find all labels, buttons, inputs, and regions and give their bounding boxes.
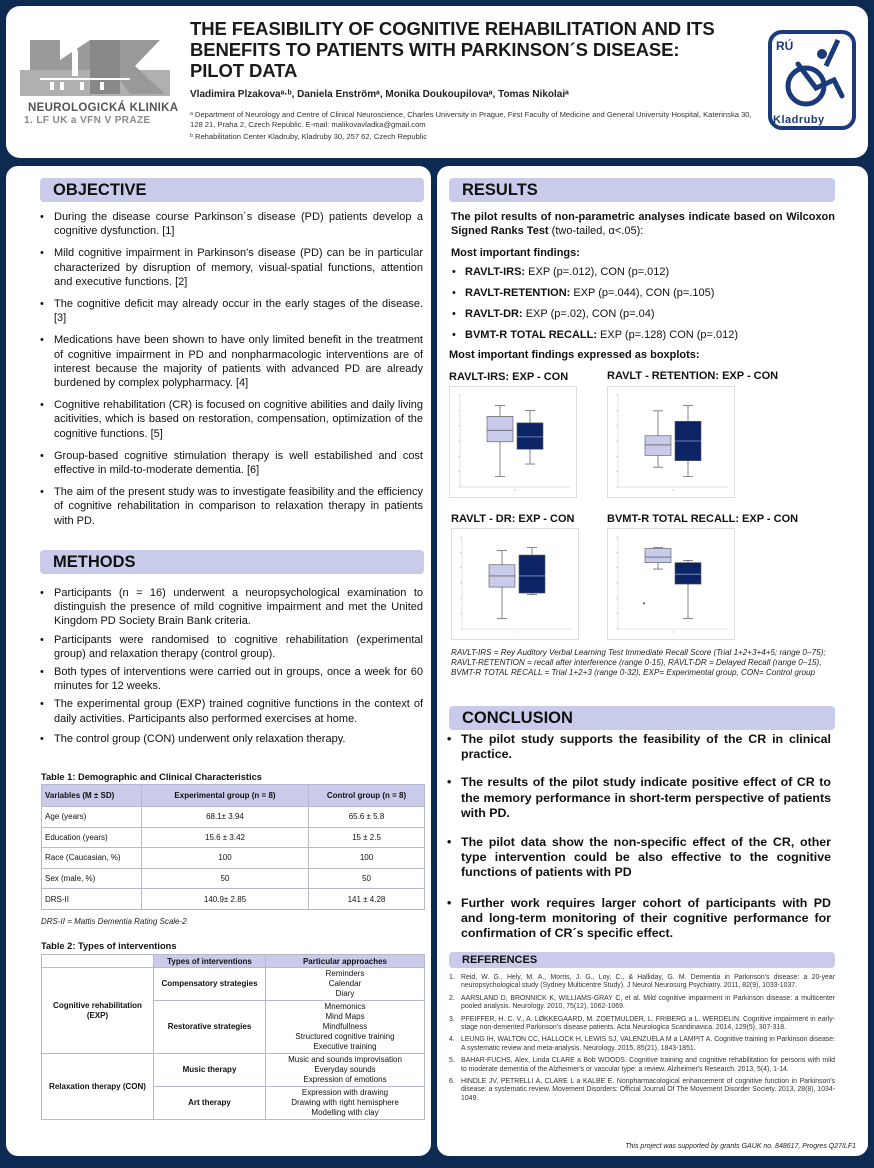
- boxplot-box: [519, 555, 545, 593]
- list-item: • Further work requires larger cohort of participants with PD and long-term monitoring of their cognitive performance for confirmation of CR´s specific effect.: [447, 896, 831, 942]
- list-item: • Both types of interventions were carried out in groups, once a week for 60 minutes for 12 weeks.: [38, 665, 423, 693]
- findings-heading: Most important findings:: [451, 247, 580, 259]
- table-cell: 100: [309, 848, 425, 869]
- plot-title: RAVLT-IRS: EXP - CON: [449, 371, 569, 383]
- authors: Vladimira Plzakovaᵃ·ᵇ, Daniela Enströmᵃ, Monika Doukoupilovaᵃ, Tomas Nikolaiᵃ: [190, 89, 569, 100]
- list-item: • Mild cognitive impairment in Parkinson's disease (PD) can be in particular characterized by disruption of memory, visual-spatial functions, attention and executive functions. [2]: [38, 246, 423, 289]
- table1-caption: Table 1: Demographic and Clinical Characteristics: [41, 772, 262, 782]
- abbreviations-note: RAVLT-IRS = Rey Auditory Verbal Learning Test Immediate Recall Score (Trial 1+2+3+4+5; range 0−75); RAVLT-RETENTION = recall after interference (range 0-15), RAVLT-DR = Delayed Recall (range 0−15), BVMT-R TOTAL RECALL = Trial 1+2+3 (range 0-32), EXP= Experimental group, CON= Control group: [451, 648, 826, 677]
- approaches-cell: [266, 968, 425, 1001]
- reference-item: 6. HINDLE JV, PETRELLI A, CLARE L a KALBE E. Nonpharmacological enhancement of cognitive function in Parkinson's disease: a systematic review. Movement Disorders: Official Journal Of The Movement Disorder Society. 2013, 28(8), 1034-1049.: [449, 1078, 835, 1102]
- table-row: [42, 868, 425, 889]
- logo-ru-text: RÚ: [776, 39, 794, 53]
- approach: Executive training: [313, 1042, 377, 1051]
- poster-title: [190, 18, 760, 81]
- affiliation-b: ᵇ Rehabilitation Center Kladruby, Kladruby 30, 257 62, Czech Republic: [190, 132, 428, 141]
- approaches-cell: [266, 1087, 425, 1120]
- table-row: [42, 1054, 425, 1087]
- approach: Music and sounds improvisation: [288, 1055, 402, 1064]
- interventions-table: [41, 954, 425, 1120]
- title-line: THE FEASIBILITY OF COGNITIVE REHABILITATION AND ITS: [190, 18, 715, 39]
- table-cell: 50: [309, 868, 425, 889]
- boxplot-ravlt-retention: [607, 386, 735, 498]
- reference-item: 3. PFEIFFER, H. C. V., A. LØKKEGAARD, M. ZOETMULDER, L. FRIBERG a L. WERDELIN. Cognitive impairment in early-stage non-demented Parkinson's disease patients. Acta Neurologica Scandinavica. 2014, 129(5), 307-318.: [449, 1015, 835, 1032]
- approach: Expression of emotions: [303, 1075, 387, 1084]
- list-item: • RAVLT-IRS: EXP (p=.012), CON (p=.012): [451, 266, 835, 287]
- conclusion-list: [447, 732, 831, 941]
- approach: Calendar: [328, 979, 362, 988]
- table-row: [42, 848, 425, 869]
- list-item: • Medications have been shown to have only limited benefit in the treatment of cognitive impairment in PD and nonpharmacologic interventions are of interest because the majority of patients with advanced PD are already burdened by complex polypharmacy. [4]: [38, 333, 423, 390]
- list-item: • The pilot study supports the feasibility of the CR in clinical practice.: [447, 732, 831, 762]
- reference-item: 4. LEUNG IH, WALTON CC, HALLOCK H, LEWIS SJ, VALENZUELA M a LAMPIT A. Cognitive training in Parkinson disease: A systematic review and meta-analysis. Neurology. 2015, 85(21), 1843-1851.: [449, 1036, 835, 1052]
- clinic-subname: 1. LF UK a VFN V PRAZE: [24, 115, 151, 126]
- list-item: • The results of the pilot study indicate positive effect of CR to the memory performance in short-term perspective of patients with PD.: [447, 775, 831, 821]
- objective-list: [38, 210, 423, 528]
- list-item: • BVMT-R TOTAL RECALL: EXP (p=.128) CON (p=.012): [451, 329, 835, 350]
- list-item: • RAVLT-RETENTION: EXP (p=.044), CON (p=.105): [451, 287, 835, 308]
- approach: Expression with drawing: [301, 1088, 389, 1097]
- table-cell: 68.1± 3.94: [142, 807, 309, 828]
- table-cell: 140.9± 2.85: [142, 889, 309, 910]
- clinic-emblem-icon: [20, 30, 170, 100]
- type-cell: Restorative strategies: [154, 1001, 266, 1054]
- objective-heading: OBJECTIVE: [40, 178, 424, 202]
- grant-note: This project was supported by grants GAUK no. 848617, Progres Q27/LF1: [625, 1143, 856, 1150]
- boxplots-heading: Most important findings expressed as boxplots:: [449, 349, 700, 361]
- approach: Drawing with right hemisphere: [291, 1098, 399, 1107]
- plot-title: RAVLT - RETENTION: EXP - CON: [607, 370, 779, 382]
- list-item: • The pilot data show the non-specific effect of the CR, other type intervention could be also effective to the cognitive functions of patients with PD: [447, 835, 831, 881]
- table-cell: 50: [142, 868, 309, 889]
- list-item: • Group-based cognitive stimulation therapy is well estabilished and cost effective in mild-to-moderate dementia. [6]: [38, 449, 423, 477]
- type-cell: Art therapy: [154, 1087, 266, 1120]
- table-cell: 15 ± 2.5: [309, 827, 425, 848]
- type-cell: Music therapy: [154, 1054, 266, 1087]
- table-row: [42, 807, 425, 828]
- kladruby-logo: [768, 28, 856, 132]
- results-heading: RESULTS: [449, 178, 835, 202]
- plot-title: BVMT-R TOTAL RECALL: EXP - CON: [607, 513, 799, 525]
- left-column: [6, 166, 431, 1156]
- table-cell: Race (Caucasian, %): [42, 848, 142, 869]
- table-cell: Sex (male, %): [42, 868, 142, 889]
- boxplot-ravlt-dr: [451, 528, 579, 640]
- approach: Mnemonics: [324, 1002, 366, 1011]
- title-line: PILOT DATA: [190, 60, 298, 81]
- affiliation-a: ᵃ Department of Neurology and Centre of Clinical Neuroscience, Charles University in Prague, First Faculty of Medicine and General University Hospital, Katerinska 30, 128 21, Praha 2, Czech Republic. E-mail: malikovavladka@gmail.com: [190, 110, 752, 129]
- clinic-name: NEUROLOGICKÁ KLINIKA: [28, 102, 179, 114]
- reference-item: 2. AARSLAND D, BRONNICK K, WILLIAMS-GRAY C, et al. Mild cognitive impairment in Parkinson disease: a multicenter pooled analysis. Neurology. 2010, 75(12), 1062-1069.: [449, 994, 835, 1011]
- references-list: [449, 974, 835, 1107]
- list-item: • The control group (CON) underwent only relaxation therapy.: [38, 732, 423, 746]
- list-item: • During the disease course Parkinson´s disease (PD) patients develop a cognitive dysfunction. [1]: [38, 210, 423, 238]
- approach: Diary: [335, 989, 355, 998]
- type-cell: Compensatory strategies: [154, 968, 266, 1001]
- approaches-cell: [266, 1001, 425, 1054]
- approach: Mindfullness: [322, 1022, 368, 1031]
- demographics-table: [41, 784, 425, 910]
- reference-item: 1. Reid, W. G., Hely, M. A., Morris, J. G., Loy, C., & Halliday, G. M. Dementia in Parkinson's disease: a 20-year neuropsychological study (Sydney Multicentre Study). J Neurol Neurosurg Psychiatry. 2011, 82(9), 1033-1037.: [449, 974, 835, 990]
- approach: Modelling with clay: [311, 1108, 379, 1117]
- list-item: • Participants were randomised to cognitive rehabilitation (experimental group) and relaxation therapy (control group).: [38, 633, 423, 661]
- conclusion-heading: CONCLUSION: [449, 706, 835, 730]
- approach: Structured cognitive training: [295, 1032, 395, 1041]
- methods-heading: METHODS: [40, 550, 424, 574]
- table2-caption: Table 2: Types of interventions: [41, 941, 177, 951]
- table-header: Variables (M ± SD): [42, 785, 142, 807]
- boxplot-bvmt-r: [607, 528, 735, 640]
- table-header: Control group (n = 8): [309, 785, 425, 807]
- table-cell: DRS-II: [42, 889, 142, 910]
- table-cell: Education (years): [42, 827, 142, 848]
- table-row: [42, 827, 425, 848]
- table-cell: 100: [142, 848, 309, 869]
- neurology-clinic-logo: [20, 30, 180, 140]
- table1-footnote: DRS-II = Mattis Dementia Rating Scale-2: [41, 917, 187, 926]
- approach: Mind Maps: [325, 1012, 365, 1021]
- title-line: BENEFITS TO PATIENTS WITH PARKINSON´S DISEASE:: [190, 39, 680, 60]
- approach: Everyday sounds: [314, 1065, 376, 1074]
- findings-list: [451, 266, 835, 350]
- table-row: [42, 968, 425, 1001]
- boxplot-box: [645, 436, 671, 456]
- list-item: • Participants (n = 16) underwent a neuropsychological examination to distinguish the presence of mild cognitive impairment and met the United Kingdom PD Society Brain Bank criteria.: [38, 586, 423, 629]
- boxplot-outlier: [643, 602, 645, 604]
- methods-list: [38, 586, 423, 746]
- table-cell: 141 ± 4.28: [309, 889, 425, 910]
- approach: Reminders: [325, 969, 365, 978]
- list-item: • The cognitive deficit may already occur in the early stages of the disease. [3]: [38, 297, 423, 325]
- list-item: • RAVLT-DR: EXP (p=.02), CON (p=.04): [451, 308, 835, 329]
- list-item: • Cognitive rehabilitation (CR) is focused on cognitive abilities and daily living acitivities, which is based on restoration, compensation, optimization of the cognitive functions. [5]: [38, 398, 423, 441]
- boxplot-box: [675, 563, 701, 584]
- group-cell: Relaxation therapy (CON): [42, 1054, 154, 1120]
- table-header: Experimental group (n = 8): [142, 785, 309, 807]
- boxplot-box: [645, 548, 671, 562]
- list-item: • The aim of the present study was to investigate feasibility and the efficiency of cognitive rehabilitation in comparison to relaxation therapy in patients with PD.: [38, 485, 423, 528]
- table-header: Particular approaches: [266, 955, 425, 968]
- table-row: [42, 889, 425, 910]
- results-intro-rest: (two-tailed, α<.05):: [548, 225, 644, 237]
- list-item: • The experimental group (EXP) trained cognitive functions in the context of daily activities. Participants also performed exercises at home.: [38, 697, 423, 725]
- results-intro: [451, 210, 835, 238]
- references-heading: REFERENCES: [449, 952, 835, 968]
- kladruby-name: Kladruby: [773, 114, 825, 126]
- reference-item: 5. BAHAR-FUCHS, Alex, Linda CLARE a Bob WOODS. Cognitive training and cognitive rehabilitation for persons with mild to moderate dementia of the Alzheimer's or vascular type: a review. Alzheimer's Research. 2013, 5(4), 1-14.: [449, 1057, 835, 1073]
- boxplot-ravlt-irs: [449, 386, 577, 498]
- boxplot-box: [487, 416, 513, 442]
- approaches-cell: [266, 1054, 425, 1087]
- table-header: Types of interventions: [154, 955, 266, 968]
- group-cell: Cognitive rehabilitation (EXP): [42, 968, 154, 1054]
- boxplot-box: [517, 423, 543, 449]
- results-intro-bold: The pilot results of non-parametric analyses indicate based on Wilcoxon Signed Ranks Test: [451, 211, 835, 237]
- plot-title: RAVLT - DR: EXP - CON: [451, 513, 575, 525]
- table-cell: Age (years): [42, 807, 142, 828]
- table-header: [42, 955, 154, 968]
- right-column: [437, 166, 868, 1156]
- poster-header: [6, 6, 868, 158]
- table-cell: 65.6 ± 5.8: [309, 807, 425, 828]
- table-cell: 15.6 ± 3.42: [142, 827, 309, 848]
